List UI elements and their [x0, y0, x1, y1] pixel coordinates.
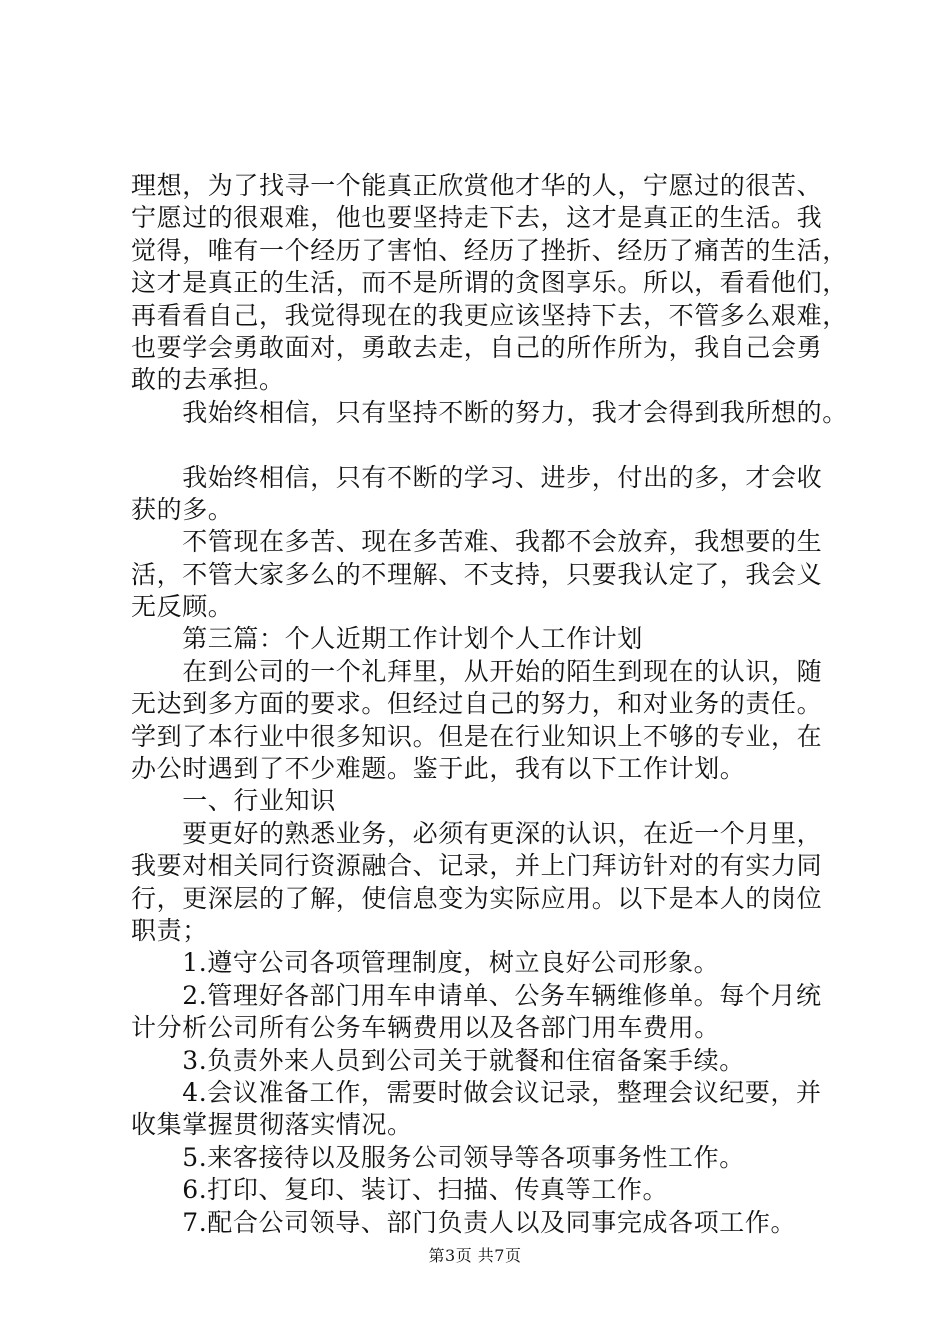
text-line: 宁愿过的很艰难，他也要坚持走下去，这才是真正的生活。我: [131, 203, 823, 233]
list-item: 4.会议准备工作，需要时做会议记录，整理会议纪要，并: [131, 1077, 822, 1107]
text-line: 觉得，唯有一个经历了害怕、经历了挫折、经历了痛苦的生活，: [131, 235, 848, 265]
text-line: 也要学会勇敢面对，勇敢去走，自己的所作所为，我自己会勇: [131, 332, 823, 362]
list-item: 3.负责外来人员到公司关于就餐和住宿备案手续。: [131, 1045, 745, 1075]
text-line: 获的多。: [131, 494, 234, 524]
text-line: 理想，为了找寻一个能真正欣赏他才华的人，宁愿过的很苦、: [131, 171, 823, 200]
text-line: 要更好的熟悉业务，必须有更深的认识，在近一个月里，: [131, 818, 823, 848]
text-line: 活，不管大家多么的不理解、不支持，只要我认定了，我会义: [131, 559, 823, 589]
text-line: 无反顾。: [131, 592, 234, 622]
section-heading: 第三篇：个人近期工作计划个人工作计划: [131, 624, 644, 654]
list-item: 7.配合公司领导、部门负责人以及同事完成各项工作。: [131, 1207, 797, 1237]
text-line: 行，更深层的了解，使信息变为实际应用。以下是本人的岗位: [131, 883, 823, 913]
text-line: 再看看自己，我觉得现在的我更应该坚持下去，不管多么艰难，: [131, 300, 848, 330]
text-line: 无达到多方面的要求。但经过自己的努力，和对业务的责任。: [131, 689, 823, 719]
subsection-heading: 一、行业知识: [131, 786, 336, 816]
text-line: 办公时遇到了不少难题。鉴于此，我有以下工作计划。: [131, 754, 746, 784]
list-item: 收集掌握贯彻落实情况。: [131, 1110, 413, 1140]
text-line: 我始终相信，只有不断的学习、进步，付出的多，才会收: [131, 462, 823, 492]
text-line: 不管现在多苦、现在多苦难、我都不会放弃，我想要的生: [131, 527, 823, 557]
list-item: 1.遵守公司各项管理制度，树立良好公司形象。: [131, 948, 720, 978]
text-line: 学到了本行业中很多知识。但是在行业知识上不够的专业，在: [131, 721, 823, 751]
text-line: 敢的去承担。: [131, 365, 285, 395]
page-number-footer: 第3页 共7页: [428, 1246, 522, 1265]
list-item: 5.来客接待以及服务公司领导等各项事务性工作。: [131, 1142, 745, 1172]
text-line: 在到公司的一个礼拜里，从开始的陌生到现在的认识，随: [131, 656, 823, 686]
list-item: 计分析公司所有公务车辆费用以及各部门用车费用。: [131, 1013, 720, 1043]
text-line: 这才是真正的生活，而不是所谓的贪图享乐。所以，看看他们，: [131, 268, 848, 298]
text-line: 我要对相关同行资源融合、记录，并上门拜访针对的有实力同: [131, 851, 823, 881]
blank-line: [131, 429, 831, 461]
list-item: 2.管理好各部门用车申请单、公务车辆维修单。每个月统: [131, 980, 822, 1010]
list-item: 6.打印、复印、装订、扫描、传真等工作。: [131, 1175, 669, 1205]
text-line: 职责；: [131, 915, 208, 945]
text-line: 我始终相信，只有坚持不断的努力，我才会得到我所想的。: [131, 397, 848, 427]
document-body: [131, 170, 848, 1239]
